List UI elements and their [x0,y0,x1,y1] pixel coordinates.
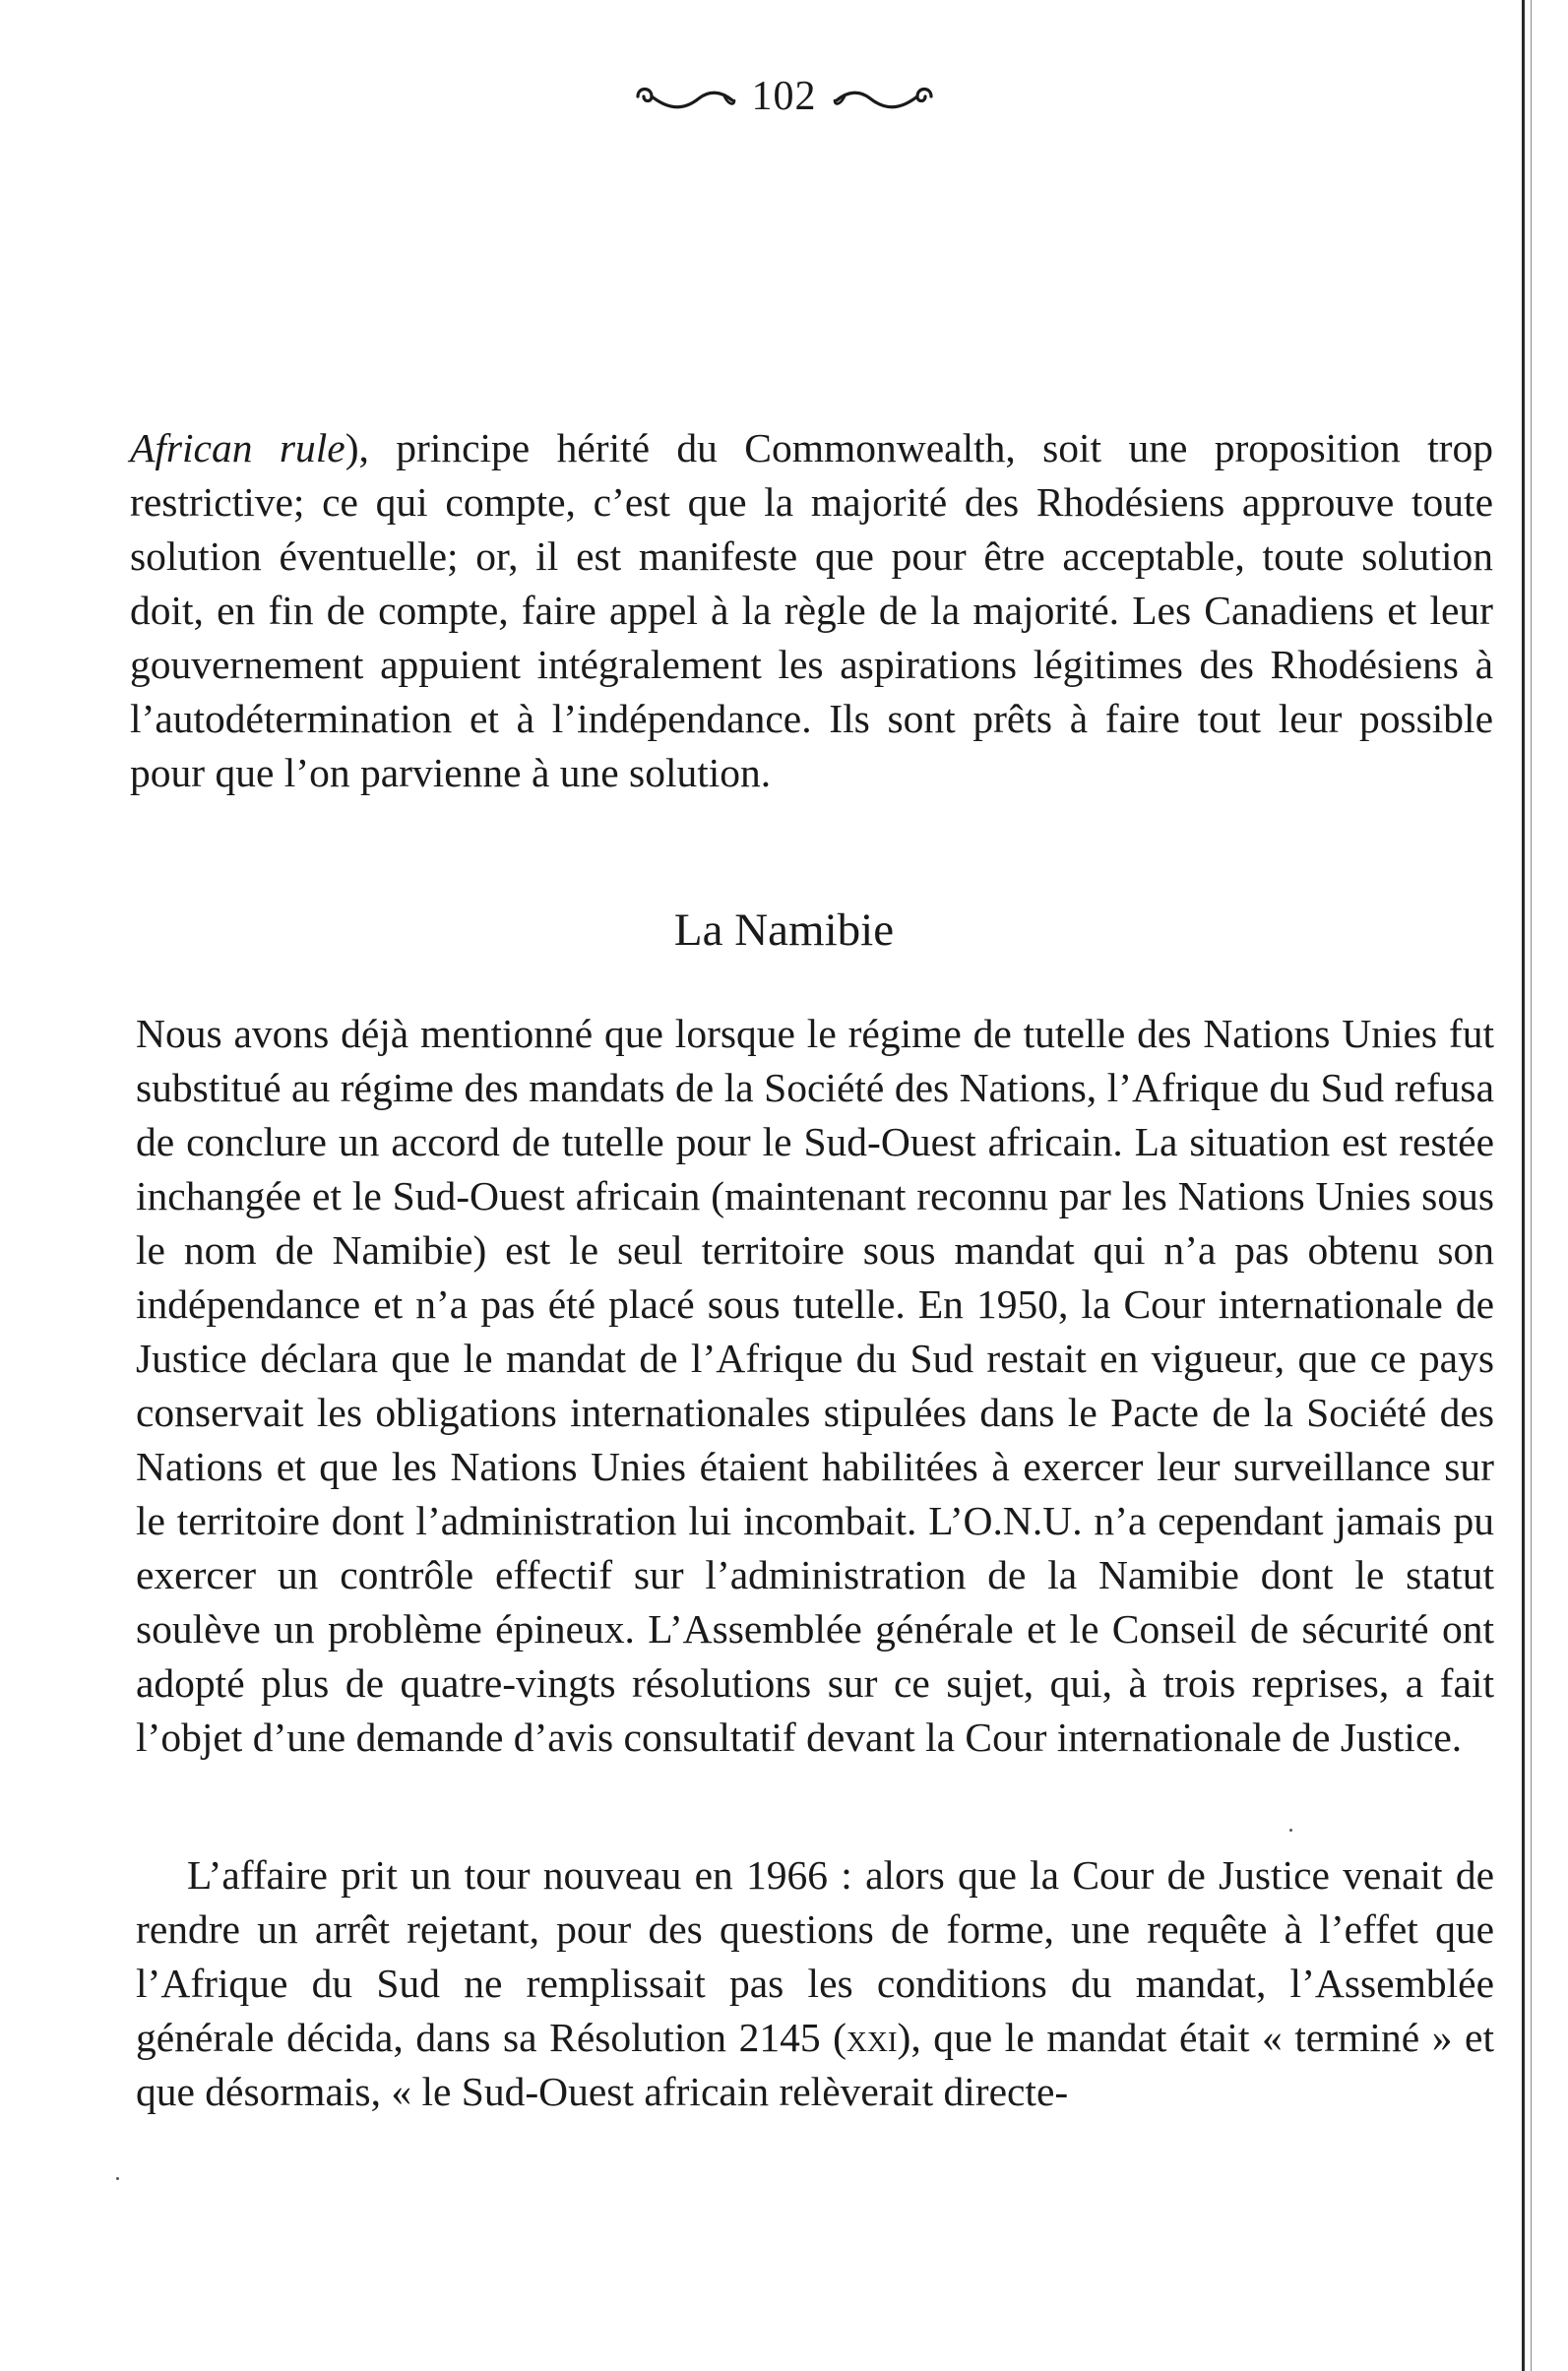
page-header [0,57,1568,136]
italic-phrase: African rule [130,425,345,470]
scan-speck [1289,1829,1292,1832]
scan-speck [116,2177,119,2180]
paragraph-namibia-history: Nous avons déjà mentionné que lorsque le régime de tutelle des Nations Unies fut substitué au régime des mandats de la Société des Nations, l’Afrique du Sud refusa de conclure un accord de tutelle pour le Sud-Ouest africain. La situation est restée inchangée et le Sud-Ouest africain (maintenant reconnu par les Nations Unies sous le nom de Namibie) est le seul territoire sous mandat qui n’a pas obtenu son indépendance et n’a pas été placé sous tutelle. En 1950, la Cour internationale de Justice déclara que le mandat de l’Afrique du Sud restait en vigueur, que ce pays conservait les obligations internationales stipulées dans le Pacte de la Société des Nations et que les Nations Unies étaient habilitées à exercer leur surveillance sur le territoire dont l’administration lui incombait. L’O.N.U. n’a cependant jamais pu exercer un contrôle effectif sur l’administration de la Namibie dont le statut soulève un problème épineux. L’Assemblée générale et le Conseil de sécurité ont adopté plus de quatre-vingts résolutions sur ce sujet, qui, à trois reprises, a fait l’objet d’une demande d’avis consultatif devant la Cour internationale de Justice. [136,1011,1494,1760]
page-edge-line-thin [1531,0,1532,2371]
section-title: La Namibie [673,905,895,956]
paragraph-text: ), principe hérité du Commonwealth, soit une proposition trop restrictive; ce qui compte, c’est que la majorité des Rhodésiens approuve toute solution éventuelle; or, il est manifeste que pour être acceptable, toute solution doit, en fin de compte, faire appel à la règle de la majorité. Les Canadiens et leur gouvernement appuient intégralement les aspirations légitimes des Rhodésiens à l’autodétermination et à l’indépendance. Ils sont prêts à faire tout leur possible pour que l’on parvienne à une solution. [130,425,1493,795]
ornament-right-icon [831,77,939,116]
paragraph-namibia-1966 [136,1848,1494,2119]
ornament-left-icon [630,77,738,116]
paragraph-text: L’affaire prit un tour nouveau en 1966 : alors que la Cour de Justice venait de rendre un arrêt rejetant, pour des questions de forme, une requête à l’effet que l’Afrique du Sud ne remplissait pas les conditions du mandat, l’Assemblée générale décida, dans sa Résolution 2145 ( [136,1852,1494,2060]
paragraph-text: ), que le mandat était « terminé » et que désormais, « le Sud-Ouest africain relèverait directe- [136,2015,1494,2114]
page-edge-line [1522,0,1525,2371]
resolution-session-number: xxi [846,2015,898,2060]
paragraph-rhodesia-conclusion [130,421,1493,800]
page-number: 102 [751,74,817,119]
